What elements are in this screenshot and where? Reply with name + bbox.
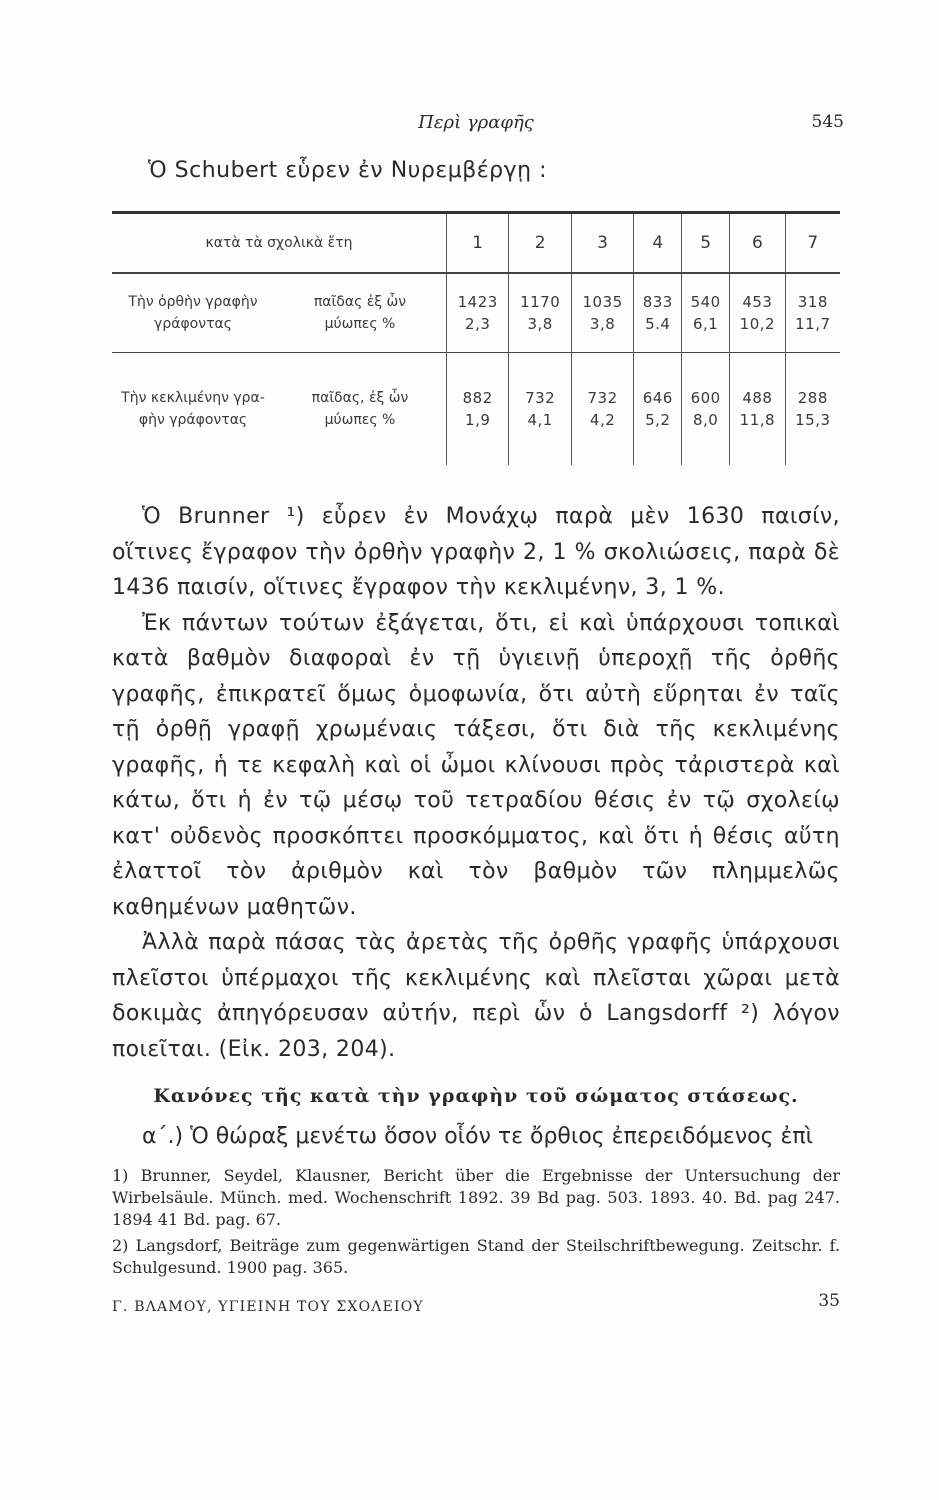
cell-count: 540	[690, 293, 721, 311]
paragraph-conclusion: Ἐκ πάντων τούτων ἐξάγεται, ὅτι, εἰ καὶ ὑπάρχουσι τοπικαὶ κατὰ βαθμὸν διαφοραὶ ἐν τῇ ὑγιεινῇ ὑπεροχῇ τῆς ὀρθῆς γραφῆς, ἐπικρατεῖ ὅμως ὁμοφωνία, ὅτι αὐτὴ εὕρηται ἐν ταῖς τῇ ὀρθῇ γραφῇ χρωμέναις τάξεσι, ὅτι διὰ τῆς κεκλιμένης γραφῆς, ἡ τε κεφαλὴ καὶ οἱ ὦμοι κλίνουσι πρὸς τἀριστερὰ καὶ κάτω, ὅτι ἡ ἐν τῷ μέσῳ τοῦ τετραδίου θέσις ἐν τῷ σχολείῳ κατ' οὐδενὸς προσκόπτει προσκόμματος, καὶ ὅτι ἡ θέσις αὕτη ἐλαττοῖ τὸν ἀριθμὸν καὶ τὸν βαθμὸν τῶν πλημμελῶς καθημένων μαθητῶν.	[112, 610, 840, 920]
cell-percent: 11,8	[739, 411, 776, 429]
row-sublabel	[274, 353, 447, 466]
table-cell	[730, 353, 786, 466]
table-header-label: κατὰ τὰ σχολικὰ ἔτη	[112, 214, 447, 273]
row-label-line: φὴν γράφοντας	[138, 412, 248, 428]
row-sublabel-line: μύωπες %	[324, 316, 396, 332]
page-number: 545	[811, 112, 844, 132]
cell-percent: 8,0	[692, 411, 719, 429]
intro-line: Ὁ Schubert εὗρεν ἐν Νυρεμβέργῃ :	[148, 158, 548, 183]
page-footer	[112, 1291, 840, 1321]
cell-count: 318	[797, 293, 828, 311]
year-header: 6	[730, 214, 786, 273]
cell-count: 488	[742, 389, 773, 407]
table-cell	[682, 273, 730, 353]
row-label	[112, 273, 274, 353]
year-header: 7	[785, 214, 840, 273]
table-cell	[571, 353, 633, 466]
cell-percent: 15,3	[795, 411, 831, 429]
book-page	[112, 100, 844, 1321]
running-title: Περὶ γραφῆς	[418, 112, 534, 133]
cell-percent: 5,2	[645, 411, 671, 429]
rule-a: α΄.) Ὁ θώραξ μενέτω ὅσον οἷόν τε ὄρθιος ἐπερειδόμενος ἐπὶ	[142, 1124, 814, 1149]
cell-percent: 3,8	[527, 315, 553, 333]
printer-signature: Γ. ΒΛΑΜΟΥ, ΥΓΙΕΙΝΗ ΤΟΥ ΣΧΟΛΕΙΟΥ	[112, 1299, 424, 1315]
paragraph-langsdorff: Ἀλλὰ παρὰ πάσας τὰς ἀρετὰς τῆς ὀρθῆς γραφῆς ὑπάρχουσι πλεῖστοι ὑπέρμαχοι τῆς κεκλιμένης καὶ πλεῖσται χῶραι μετὰ δοκιμὰς ἀπηγόρευσαν αὐτήν, περὶ ὧν ὁ Langsdorff ²) λόγον ποιεῖται. (Εἰκ. 203, 204).	[112, 930, 840, 1062]
body-text	[112, 499, 840, 1067]
cell-count: 1170	[520, 293, 561, 311]
row-sublabel-line: παῖδας ἐξ ὧν	[313, 294, 407, 310]
cell-percent: 2,3	[465, 315, 491, 333]
table-cell	[509, 273, 571, 353]
paragraph-brunner: Ὁ Brunner ¹) εὗρεν ἐν Μονάχῳ παρὰ μὲν 1630 παισίν, οἵτινες ἔγραφον τὴν ὀρθὴν γραφὴν 2, 1 % σκολιώσεις, παρὰ δὲ 1436 παισίν, οἵτινες ἔγραφον τὴν κεκλιμένην, 3, 1 %.	[112, 504, 840, 600]
year-header: 4	[634, 214, 682, 273]
footnote-2: 2) Langsdorf, Beiträge zum gegenwärtigen Stand der Steilschriftbewegung. Zeitschr. f. Schulgesund. 1900 pag. 365.	[112, 1236, 840, 1277]
year-header: 5	[682, 214, 730, 273]
section-heading: Κανόνες τῆς κατὰ τὴν γραφὴν τοῦ σώματος στάσεως.	[153, 1085, 799, 1107]
year-header: 2	[509, 214, 571, 273]
cell-count: 732	[525, 389, 556, 407]
footnote-1: 1) Brunner, Seydel, Klausner, Bericht über die Ergebnisse der Untersuchung der Wirbelsäule. Münch. med. Wochenschrift 1892. 39 Bd pag. 503. 1893. 40. Bd. pag 247. 1894 41 Bd. pag. 67.	[112, 1166, 840, 1229]
cell-count: 732	[587, 389, 618, 407]
cell-percent: 1,9	[465, 411, 491, 429]
table-cell	[730, 273, 786, 353]
cell-percent: 3,8	[589, 315, 616, 333]
year-header: 1	[447, 214, 509, 273]
cell-count: 833	[642, 293, 673, 311]
table-cell	[785, 273, 840, 353]
table-cell	[785, 353, 840, 466]
cell-count: 1035	[582, 293, 623, 311]
cell-count: 1423	[457, 293, 498, 311]
table-cell	[447, 353, 509, 466]
cell-percent: 4,2	[589, 411, 616, 429]
cell-percent: 5.4	[645, 315, 671, 333]
table-cell	[634, 273, 682, 353]
row-label	[112, 353, 274, 466]
row-sublabel	[274, 273, 447, 353]
row-label-line: γράφοντας	[154, 316, 232, 332]
statistics-table-wrapper	[112, 211, 840, 465]
footnotes	[112, 1165, 840, 1279]
cell-percent: 10,2	[739, 315, 776, 333]
cell-percent: 4,1	[527, 411, 553, 429]
cell-count: 646	[642, 389, 673, 407]
table-cell	[509, 353, 571, 466]
row-sublabel-line: παῖδας, ἐξ ὧν	[311, 390, 409, 406]
running-head	[112, 100, 844, 136]
cell-count: 453	[742, 293, 773, 311]
table-row	[112, 273, 840, 353]
cell-count: 882	[462, 389, 493, 407]
table-cell	[682, 353, 730, 466]
year-header: 3	[571, 214, 633, 273]
sheet-number: 35	[818, 1291, 840, 1311]
table-cell	[571, 273, 633, 353]
table-cell	[447, 273, 509, 353]
cell-count: 288	[797, 389, 828, 407]
table-row	[112, 353, 840, 466]
row-sublabel-line: μύωπες %	[324, 412, 396, 428]
row-label-line: Τὴν κεκλιμένην γρα-	[121, 390, 265, 406]
row-label-line: Τὴν ὀρθὴν γραφὴν	[128, 294, 258, 310]
statistics-table	[112, 214, 840, 465]
cell-percent: 6,1	[692, 315, 719, 333]
cell-percent: 11,7	[795, 315, 831, 333]
table-cell	[634, 353, 682, 466]
cell-count: 600	[690, 389, 721, 407]
